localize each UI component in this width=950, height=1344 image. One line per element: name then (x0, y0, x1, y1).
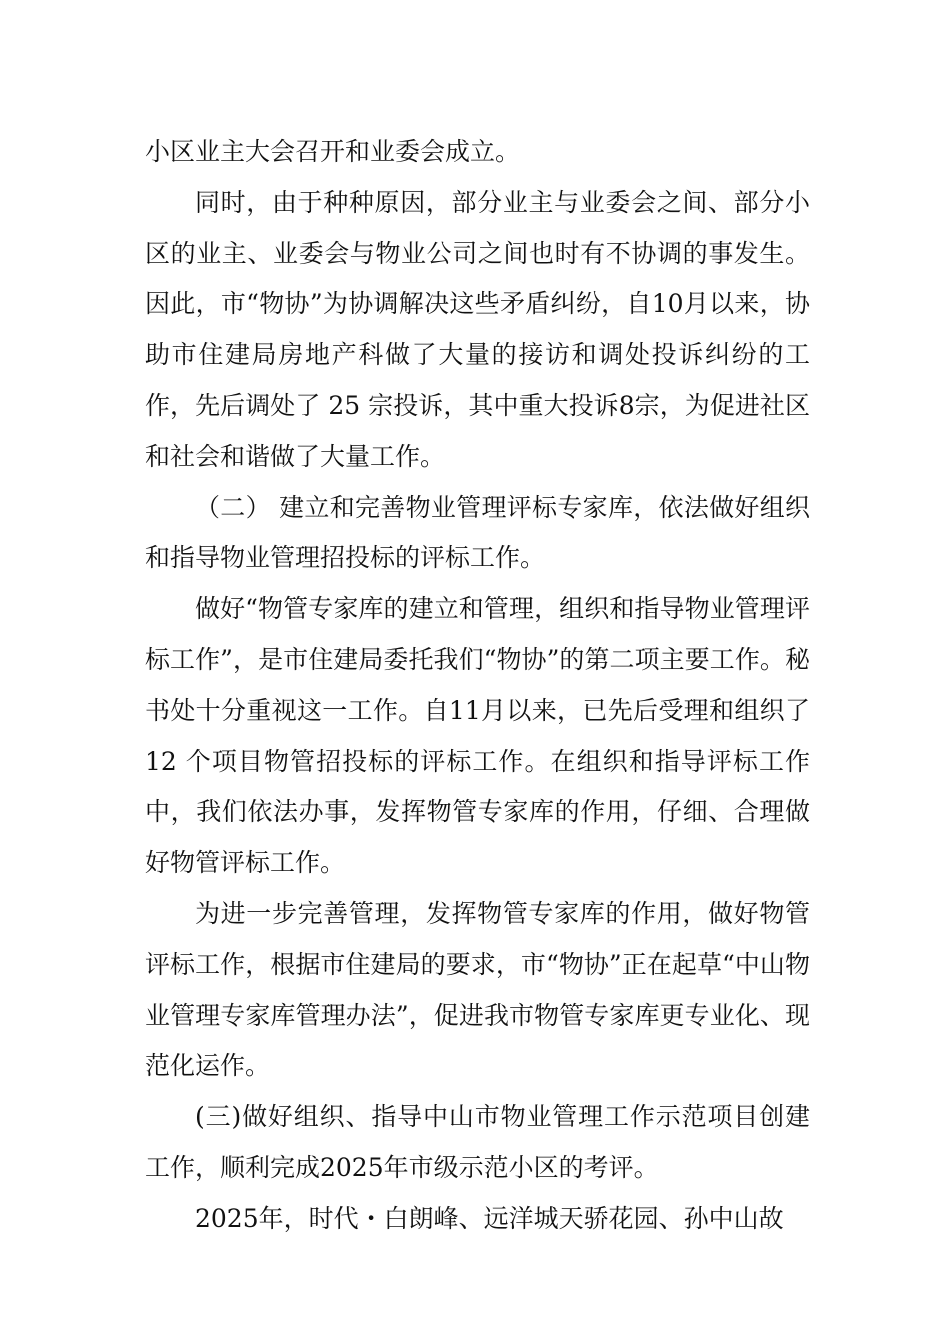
section-heading-3: (三)做好组织、指导中山市物业管理工作示范项目创建工作，顺利完成2025年市级示范小区的考评。 (145, 1102, 810, 1182)
paragraph-dispute-mediation: 同时，由于种种原因，部分业主与业委会之间、部分小区的业主、业委会与物业公司之间也时有不协调的事发生。因此，市“物协”为协调解决这些矛盾纠纷，自10月以来，协助市住建局房地产科做了大量的接访和调处投诉纠纷的工作，先后调处了 25 宗投诉，其中重大投诉8宗，为促进社区和社会和谐做了大量工作。 (145, 187, 810, 471)
paragraph-expert-database: 做好“物管专家库的建立和管理，组织和指导物业管理评标工作”，是市住建局委托我们“物协”的第二项主要工作。秘书处十分重视这一工作。自11月以来，已先后受理和组织了 12 个项目物管招投标的评标工作。在组织和指导评标工作中，我们依法办事，发挥物管专家库的作用，仔细、合理做好物管评标工作。 (145, 594, 810, 878)
paragraph-drafting-rules: 为进一步完善管理，发挥物管专家库的作用，做好物管评标工作，根据市住建局的要求，市“物协”正在起草“中山物业管理专家库管理办法”，促进我市物管专家库更专业化、现范化运作。 (145, 898, 810, 1081)
paragraph-continuation: 小区业主大会召开和业委会成立。 (145, 137, 521, 166)
document-body (145, 127, 810, 1245)
paragraph-demonstration-projects: 2025年，时代・白朗峰、远洋城天骄花园、孙中山故 (195, 1203, 784, 1233)
section-heading-2: （二） 建立和完善物业管理评标专家库，依法做好组织和指导物业管理招投标的评标工作。 (145, 492, 810, 573)
